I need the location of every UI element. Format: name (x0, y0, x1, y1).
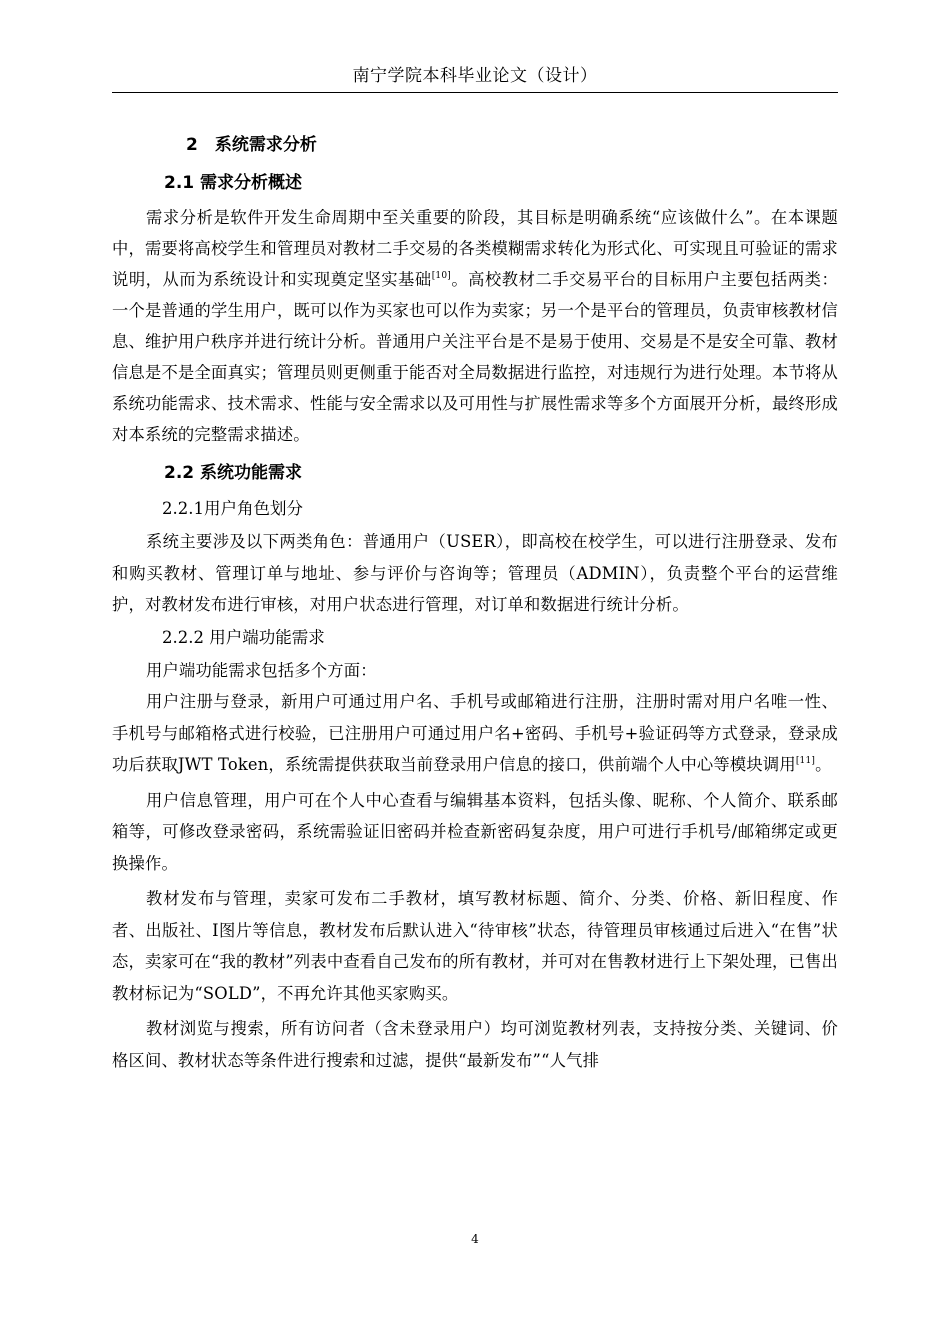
paragraph-text: 。高校教材二手交易平台的目标用户主要包括两类：一个是普通的学生用户，既可以作为买家也可以作为卖家；另一个是平台的管理员，负责审核教材信息、维护用户秩序并进行统计分析。普通用户关注平台是不是易于使用、交易是不是安全可靠、教材信息是不是全面真实；管理员则更侧重于能否对全局数据进行监控，对违规行为进行处理。本节将从系统功能需求、技术需求、性能与安全需求以及可用性与扩展性需求等多个方面展开分析，最终形成对本系统的完整需求描述。 (112, 270, 838, 444)
citation-ref: [11] (795, 756, 816, 766)
chapter-heading: 2 系统需求分析 (186, 135, 317, 155)
subsection-heading-2-2-1: 2.2.1用户角色划分 (162, 499, 303, 518)
section-heading-2-2: 2.2 系统功能需求 (164, 463, 303, 483)
paragraph-text: 。 (815, 755, 832, 774)
page-header: 南宁学院本科毕业论文（设计） (112, 62, 838, 93)
paragraph-roles: 系统主要涉及以下两类角色：普通用户（USER），即高校在校学生，可以进行注册登录、发布和购买教材、管理订单与地址、参与评价与咨询等；管理员（ADMIN），负责整个平台的运营维护，对教材发布进行审核，对用户状态进行管理，对订单和数据进行统计分析。 (112, 532, 838, 614)
citation-ref: [10] (431, 271, 451, 281)
paragraph-overview (112, 202, 838, 450)
document-body (112, 126, 838, 1076)
subsection-heading-2-2-2: 2.2.2 用户端功能需求 (162, 627, 325, 647)
paragraph-user-info: 用户信息管理，用户可在个人中心查看与编辑基本资料，包括头像、昵称、个人简介、联系邮箱等，可修改登录密码，系统需验证旧密码并检查新密码复杂度，用户可进行手机号/邮箱绑定或更换操作。 (112, 790, 838, 873)
paragraph-textbook-publish: 教材发布与管理，卖家可发布二手教材，填写教材标题、简介、分类、价格、新旧程度、作者、出版社、I图片等信息，教材发布后默认进入“待审核”状态，待管理员审核通过后进入“在售”状态，卖家可在“我的教材”列表中查看自己发布的所有教材，并可对在售教材进行上下架处理，已售出教材标记为“SOLD”，不再允许其他买家购买。 (112, 889, 838, 1003)
paragraph-text: 需求分析是软件开发生命周期中至关重要的阶段，其目标是明确系统“应该做什么”。在本课题中，需要将高校学生和管理员对教材二手交易的各类模糊需求转化为形式化、可实现且可验证的需求说明，从而为系统设计和实现奠定坚实基础 (112, 208, 838, 289)
section-heading-2-1: 2.1 需求分析概述 (164, 173, 303, 193)
paragraph-user-functions-intro: 用户端功能需求包括多个方面： (146, 660, 377, 680)
paragraph-register-login (112, 686, 838, 781)
paragraph-textbook-browse: 教材浏览与搜索，所有访问者（含未登录用户）均可浏览教材列表，支持按分类、关键词、价格区间、教材状态等条件进行搜索和过滤，提供“最新发布”“人气排 (112, 1019, 838, 1070)
paragraph-text: 用户注册与登录，新用户可通过用户名、手机号或邮箱进行注册，注册时需对用户名唯一性、手机号与邮箱格式进行校验，已注册用户可通过用户名+密码、手机号+验证码等方式登录，登录成功后获取JWT Token，系统需提供获取当前登录用户信息的接口，供前端个人中心等模块调用 (112, 692, 838, 774)
page-number: 4 (471, 1232, 479, 1246)
